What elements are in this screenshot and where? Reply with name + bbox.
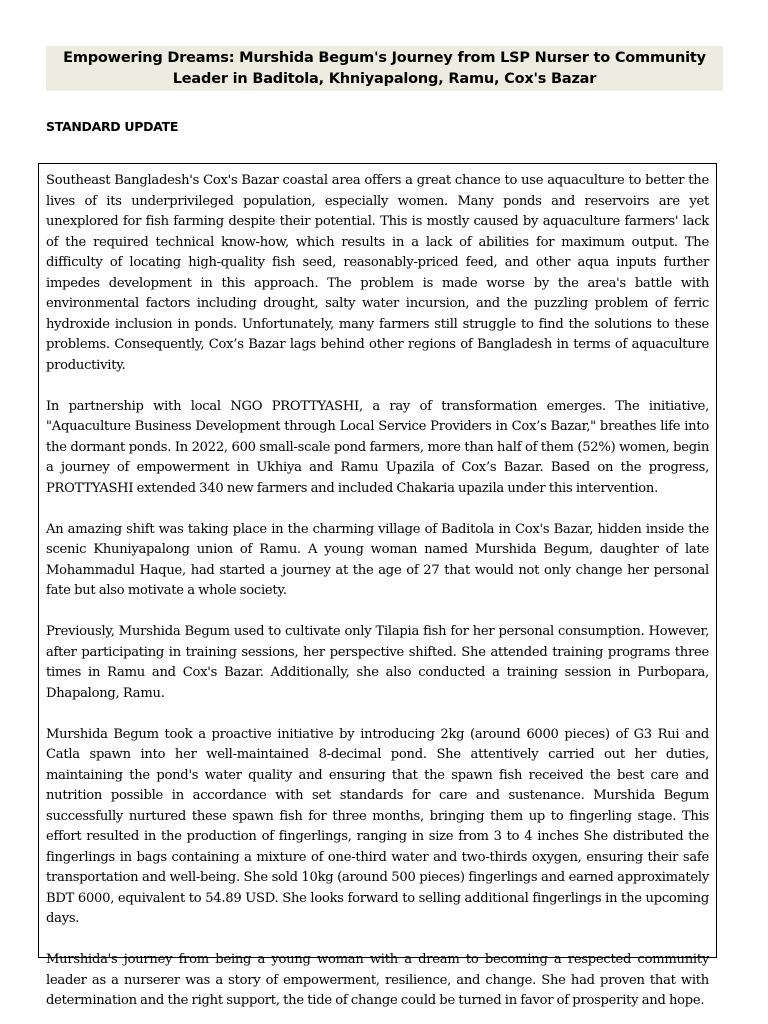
paragraph-initiative: Murshida Begum took a proactive initiative by introducing 2kg (around 6000 pieces) of G3 Rui and Catla spawn into her well-maintained 8-decimal pond. She attentively carried out her duties, maintaining the pond's water quality and ensuring that the spawn fish received the best care and nutrition possible in accordance with set standards for care and sustenance. Murshida Begum successfully nurtured these spawn fish for three months, bringing them up to fingerling stage. This effort resulted in the production of fingerlings, ranging in size from 3 to 4 inches She distributed the fingerlings in bags containing a mixture of one-third water and two-thirds oxygen, ensuring their safe transportation and well-being. She sold 10kg (around 500 pieces) fingerlings and earned approximately BDT 6000, equivalent to 54.89 USD. She looks forward to selling additional fingerlings in the upcoming days. xyxy=(46,726,709,926)
paragraph-village: An amazing shift was taking place in the charming village of Baditola in Cox's Bazar, hidden inside the scenic Khuniyapalong union of Ramu. A young woman named Murshida Begum, daughter of late Mohammadul Haque, had started a journey at the age of 27 that would not only change her personal fate but also motivate a whole society. xyxy=(46,521,709,598)
story-body xyxy=(38,163,717,1008)
paragraph-conclusion: Murshida's journey from being a young woman with a dream to becoming a respected community leader as a nurserer was a story of empowerment, resilience, and change. She had proven that with determination and the right support, the tide of change could be turned in favor of prosperity and hope. xyxy=(46,952,709,1008)
paragraph-partnership: In partnership with local NGO PROTTYASHI, a ray of transformation emerges. The initiative, "Aquaculture Business Development through Local Service Providers in Cox’s Bazar," breathes life into the dormant ponds. In 2022, 600 small-scale pond farmers, more than half of them (52%) women, begin a journey of empowerment in Ukhiya and Ramu Upazila of Cox’s Bazar. Based on the progress, PROTTYASHI extended 340 new farmers and included Chakaria upazila under this intervention. xyxy=(46,398,709,496)
section-label: STANDARD UPDATE xyxy=(46,119,179,134)
paragraph-training: Previously, Murshida Begum used to cultivate only Tilapia fish for her personal consumption. However, after participating in training sessions, her perspective shifted. She attended training programs three times in Ramu and Cox's Bazar. Additionally, she also conducted a training session in Purbopara, Dhapalong, Ramu. xyxy=(46,624,709,701)
paragraph-intro: Southeast Bangladesh's Cox's Bazar coastal area offers a great chance to use aquaculture to better the lives of its underprivileged population, especially women. Many ponds and reservoirs are yet unexplored for fish farming despite their potential. This is mostly caused by aquaculture farmers' lack of the required technical know-how, which results in a lack of abilities for maximum output. The difficulty of locating high-quality fish seed, reasonably-priced feed, and other aqua inputs further impedes development in this approach. The problem is made worse by the area's battle with environmental factors including drought, salty water incursion, and the puzzling problem of ferric hydroxide inclusion in ponds. Unfortunately, many farmers still struggle to find the solutions to these problems. Consequently, Cox’s Bazar lags behind other regions of Bangladesh in terms of aquaculture productivity. xyxy=(46,173,709,373)
document-title: Empowering Dreams: Murshida Begum's Journey from LSP Nurser to Community Leader in Baditola, Khniyapalong, Ramu, Cox's Bazar xyxy=(46,46,723,91)
